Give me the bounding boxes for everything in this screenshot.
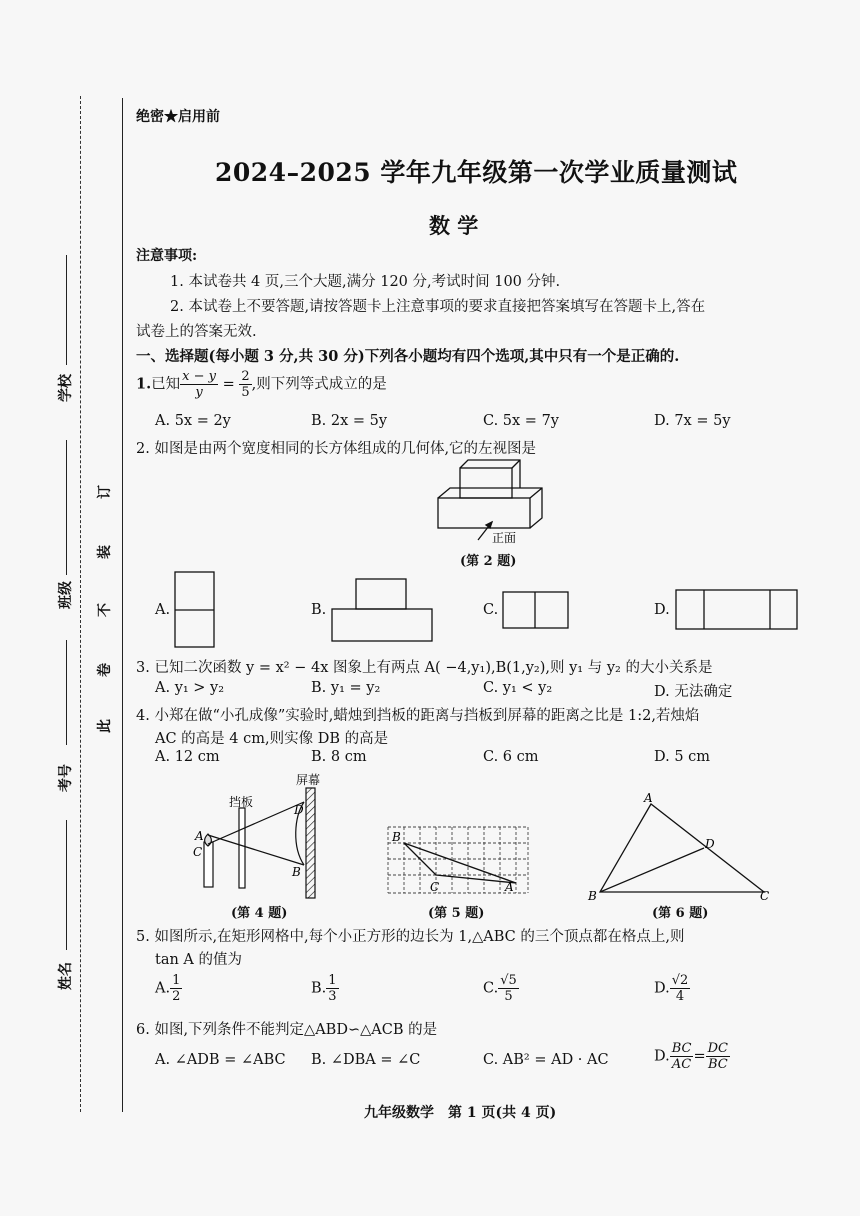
binding-char: 装 [97,545,113,559]
q2-option-a[interactable]: A. [155,602,171,618]
point-c-label: C [193,845,203,859]
q2-option-d[interactable]: D. [654,602,670,618]
page-footer: 九年级数学 第 1 页(共 4 页) [364,1105,557,1121]
tri-point-c: C [760,889,770,902]
q1-option-b[interactable]: B. 2x = 5y [311,413,388,429]
grid-figure [386,825,532,897]
q6-option-c[interactable]: C. AB² = AD · AC [483,1052,609,1068]
q3-option-c[interactable]: C. y₁ < y₂ [483,680,553,696]
class-blank [66,440,67,575]
q4-option-c[interactable]: C. 6 cm [483,749,539,765]
q3-option-a[interactable]: A. y₁ > y₂ [155,680,225,696]
q5-caption: (第 5 题) [428,906,485,921]
q3-option-b[interactable]: B. y₁ = y₂ [311,680,381,696]
q5-option-d[interactable]: D. $\frac{√2}{4}$ [654,973,689,1004]
q4-option-d[interactable]: D. 5 cm [654,749,711,765]
notice-item: 1. 本试卷共 4 页,三个大题,满分 120 分,考试时间 100 分钟. [170,274,561,290]
secret-mark: 绝密★启用前 [136,109,220,125]
front-label: 正面 [492,531,517,545]
q5-option-b[interactable]: B. $\frac{1}{3}$ [311,973,337,1004]
board-label: 挡板 [229,795,254,809]
cut-line [80,96,81,1112]
q1-option-a[interactable]: A. 5x = 2y [155,413,231,429]
question-4-stem-cont: AC 的高是 4 cm,则实像 DB 的高是 [155,731,389,747]
question-6-stem: 6. 如图,下列条件不能判定△ABD∽△ACB 的是 [136,1022,438,1038]
notice-item: 2. 本试卷上不要答题,请按答题卡上注意事项的要求直接把答案填写在答题卡上,答在 [170,299,706,315]
question-3-stem: 3. 已知二次函数 y = x² − 4x 图象上有两点 A( −4,y₁),B(1,y₂),则 y₁ 与 y₂ 的大小关系是 [136,660,713,676]
q1-text: 已知 [151,376,181,393]
id-blank [66,640,67,745]
question-2-stem: 2. 如图是由两个宽度相同的长方体组成的几何体,它的左视图是 [136,441,537,457]
question-5-stem-cont: tan A 的值为 [155,952,242,968]
subject-title: 数 学 [429,213,479,238]
q6-option-b[interactable]: B. ∠DBA = ∠C [311,1052,421,1068]
binding-char: 卷 [97,663,113,677]
q5-option-a[interactable]: A. $\frac{1}{2}$ [155,973,181,1004]
grid-point-c: C [430,880,440,894]
notice-item: 试卷上的答案无效. [136,324,257,340]
q1-option-d[interactable]: D. 7x = 5y [654,413,731,429]
q4-option-a[interactable]: A. 12 cm [155,749,220,765]
screen-label: 屏幕 [296,773,321,787]
q2-option-c-figure[interactable] [502,591,570,631]
name-label: 姓名 [58,962,74,990]
tri-point-d: D [705,837,715,851]
school-blank [66,255,67,365]
question-4-stem: 4. 小郑在做“小孔成像”实验时,蜡烛到挡板的距离与挡板到屏幕的距离之比是 1:2,若烛焰 [136,708,700,724]
q1-option-c[interactable]: C. 5x = 7y [483,413,559,429]
q2-option-c[interactable]: C. [483,602,499,618]
name-blank [66,820,67,950]
point-b-label: B [292,865,301,879]
question-1-stem: 1.已知 $\frac{x - y}{y}$ = $\frac{2}{5}$ ,则下列等式成立的是 [136,369,387,400]
point-a-label: A [195,829,204,843]
tri-point-b: B [588,889,597,902]
question-5-stem: 5. 如图所示,在矩形网格中,每个小正方形的边长为 1,△ABC 的三个顶点都在格点上,则 [136,929,685,945]
notice-heading: 注意事项: [136,248,198,264]
grid-point-a: A [505,880,514,894]
q2-option-a-figure[interactable] [174,571,216,649]
exam-title: 2024–2025 学年九年级第一次学业质量测试 [215,158,738,187]
point-d-label: D [294,803,304,817]
binding-char: 不 [97,603,113,617]
class-label: 班级 [58,581,74,609]
q5-option-c[interactable]: C. $\frac{√5}{5}$ [483,973,517,1004]
question-number: 1. [136,375,152,393]
q1-rhs-fraction: $\frac{2}{5}$ [241,369,250,400]
q6-option-d[interactable]: D. $\frac{BC}{AC}$ = $\frac{DC}{BC}$ [654,1041,728,1072]
triangle-figure [586,792,776,902]
id-label: 考号 [58,764,74,792]
q1-fraction: $\frac{x - y}{y}$ [182,369,216,400]
school-label: 学校 [58,374,74,402]
grid-point-b: B [392,830,401,844]
section-heading: 一、选择题(每小题 3 分,共 30 分)下列各小题均有四个选项,其中只有一个是正确的. [136,348,680,365]
binding-char: 订 [97,485,113,499]
q2-caption: (第 2 题) [460,554,517,569]
q2-option-b[interactable]: B. [311,602,327,618]
q2-option-b-figure[interactable] [330,578,434,644]
tri-point-a: A [644,792,653,805]
binding-line [122,98,123,1112]
binding-char: 此 [97,719,113,733]
q3-option-d[interactable]: D. 无法确定 [654,684,733,700]
q2-solid-figure [430,456,550,552]
q6-option-a[interactable]: A. ∠ADB = ∠ABC [155,1052,286,1068]
q6-caption: (第 6 题) [652,906,709,921]
pinhole-figure [186,772,336,902]
q4-option-b[interactable]: B. 8 cm [311,749,367,765]
q2-option-d-figure[interactable] [675,589,799,631]
q4-caption: (第 4 题) [231,906,288,921]
